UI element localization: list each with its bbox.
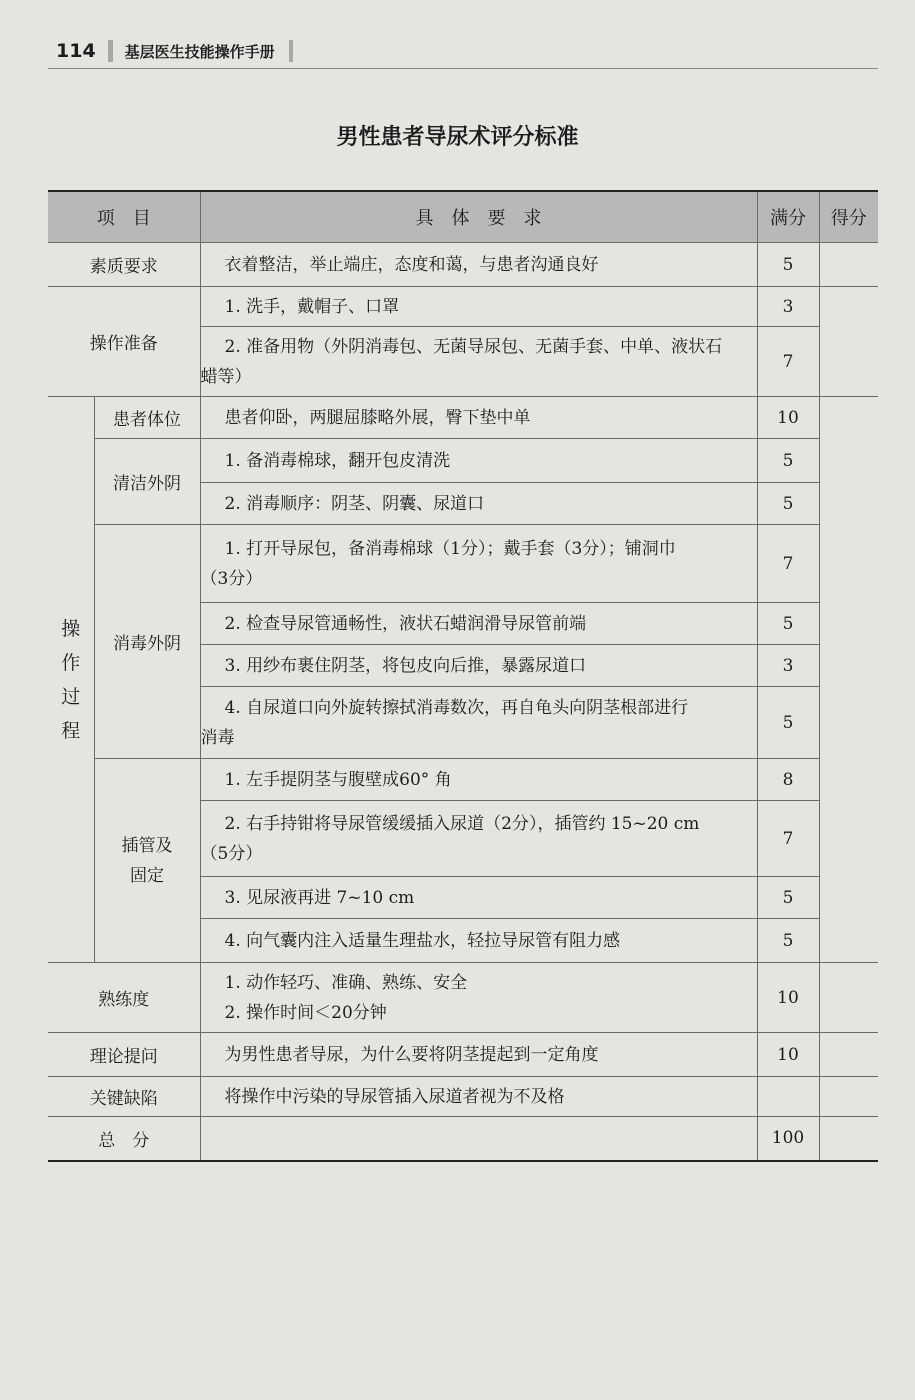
category-cell: 操作准备	[48, 287, 200, 397]
category-char: 过	[61, 685, 81, 708]
full-score-cell: 5	[757, 919, 819, 963]
requirement-line: 消毒	[200, 727, 235, 748]
full-score-cell: 3	[757, 645, 819, 687]
requirement-line: （5分）	[200, 843, 263, 864]
header-item: 项 目	[48, 191, 200, 243]
score-cell	[819, 1117, 878, 1161]
table-row	[48, 397, 878, 439]
category-char: 程	[61, 719, 81, 742]
requirement-cell	[200, 687, 757, 759]
score-cell	[819, 1077, 878, 1117]
table-row	[48, 287, 878, 327]
page-header	[48, 34, 878, 69]
requirement-cell	[200, 963, 757, 1033]
requirement-line: 4. 自尿道口向外旋转擦拭消毒数次，再自龟头向阴茎根部进行	[224, 697, 689, 718]
table-header-row	[48, 191, 878, 243]
category-char: 操	[61, 617, 81, 640]
requirement-line: 蜡等）	[200, 366, 252, 387]
full-score-cell: 5	[757, 603, 819, 645]
full-score-cell: 7	[757, 801, 819, 877]
requirement-line: （3分）	[200, 568, 263, 589]
header-divider-end	[289, 40, 293, 62]
full-score-cell: 5	[757, 877, 819, 919]
requirement-line: 1. 打开导尿包，备消毒棉球（1分）；戴手套（3分）；铺洞巾	[224, 538, 676, 559]
requirement-cell: 4. 向气囊内注入适量生理盐水，轻拉导尿管有阻力感	[200, 919, 757, 963]
table-row	[48, 439, 878, 483]
table-row	[48, 525, 878, 603]
category-cell: 关键缺陷	[48, 1077, 200, 1117]
table-row	[48, 963, 878, 1033]
requirement-line: 1. 动作轻巧、准确、熟练、安全	[224, 972, 468, 993]
requirement-cell: 为男性患者导尿，为什么要将阴茎提起到一定角度	[200, 1033, 757, 1077]
requirement-cell: 衣着整洁，举止端庄，态度和蔼，与患者沟通良好	[200, 243, 757, 287]
score-cell	[819, 287, 878, 397]
document-title: 男性患者导尿术评分标准	[336, 125, 579, 150]
table-row	[48, 1077, 878, 1117]
requirement-cell: 将操作中污染的导尿管插入尿道者视为不及格	[200, 1077, 757, 1117]
page-number: 114	[56, 40, 96, 62]
full-score-cell: 8	[757, 759, 819, 801]
score-cell	[819, 1033, 878, 1077]
header-divider	[108, 40, 113, 62]
subcategory-cell	[94, 759, 200, 963]
requirement-cell: 2. 检查导尿管通畅性，液状石蜡润滑导尿管前端	[200, 603, 757, 645]
requirement-line: 2. 操作时间＜20分钟	[224, 1002, 387, 1023]
score-cell	[819, 963, 878, 1033]
scoring-table	[48, 190, 878, 1162]
full-score-cell: 5	[757, 687, 819, 759]
subcategory-cell: 患者体位	[94, 397, 200, 439]
table-row	[48, 243, 878, 287]
requirement-cell: 2. 消毒顺序：阴茎、阴囊、尿道口	[200, 483, 757, 525]
header-requirements: 具 体 要 求	[200, 191, 757, 243]
full-score-cell: 10	[757, 397, 819, 439]
requirement-cell: 患者仰卧，两腿屈膝略外展，臀下垫中单	[200, 397, 757, 439]
full-score-cell: 5	[757, 243, 819, 287]
table-row	[48, 759, 878, 801]
category-cell: 理论提问	[48, 1033, 200, 1077]
requirement-cell: 1. 左手提阴茎与腹壁成60° 角	[200, 759, 757, 801]
full-score-cell: 5	[757, 483, 819, 525]
table-row	[48, 1033, 878, 1077]
requirement-cell: 1. 备消毒棉球，翻开包皮清洗	[200, 439, 757, 483]
requirement-cell	[200, 801, 757, 877]
header-full-score: 满分	[757, 191, 819, 243]
full-score-cell: 10	[757, 1033, 819, 1077]
subcategory-cell: 消毒外阴	[94, 525, 200, 759]
full-score-cell: 7	[757, 327, 819, 397]
category-cell: 总 分	[48, 1117, 200, 1161]
subcategory-line: 固定	[130, 865, 164, 886]
header-score: 得分	[819, 191, 878, 243]
score-cell	[819, 243, 878, 287]
subcategory-cell: 清洁外阴	[94, 439, 200, 525]
table-row	[48, 1117, 878, 1161]
full-score-cell: 10	[757, 963, 819, 1033]
requirement-cell	[200, 525, 757, 603]
requirement-line: 2. 准备用物（外阴消毒包、无菌导尿包、无菌手套、中单、液状石	[224, 336, 723, 357]
full-score-cell: 7	[757, 525, 819, 603]
category-char: 作	[61, 651, 81, 674]
category-cell-process	[48, 397, 94, 963]
full-score-cell: 5	[757, 439, 819, 483]
category-cell: 熟练度	[48, 963, 200, 1033]
book-title: 基层医生技能操作手册	[124, 42, 275, 61]
requirement-cell: 3. 见尿液再进 7~10 cm	[200, 877, 757, 919]
requirement-cell	[200, 327, 757, 397]
requirement-line: 2. 右手持钳将导尿管缓缓插入尿道（2分），插管约 15~20 cm	[224, 813, 700, 834]
requirement-cell: 3. 用纱布裹住阴茎，将包皮向后推，暴露尿道口	[200, 645, 757, 687]
full-score-cell: 100	[757, 1117, 819, 1161]
category-cell: 素质要求	[48, 243, 200, 287]
full-score-cell: 3	[757, 287, 819, 327]
subcategory-line: 插管及	[121, 835, 173, 856]
full-score-cell	[757, 1077, 819, 1117]
requirement-cell	[200, 1117, 757, 1161]
score-cell	[819, 397, 878, 963]
requirement-cell: 1. 洗手，戴帽子、口罩	[200, 287, 757, 327]
